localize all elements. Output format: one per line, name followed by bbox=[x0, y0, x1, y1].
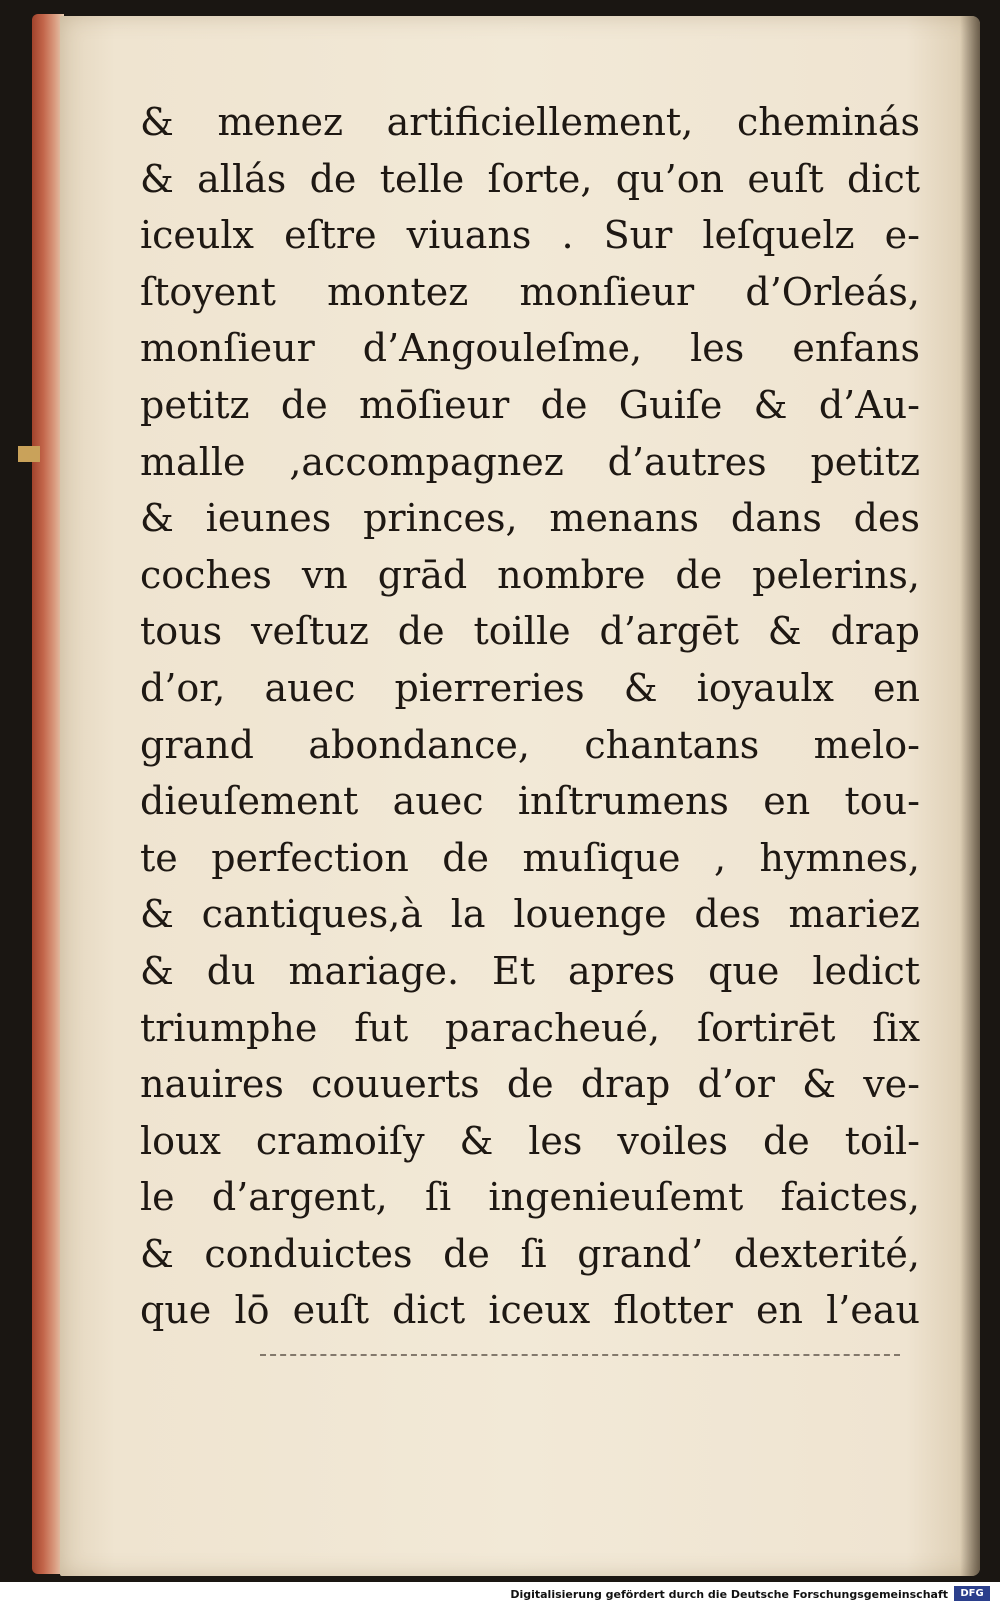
page-gutter-shadow bbox=[960, 16, 980, 1576]
text-line: le d’argent, ſi ingenieuſemt faictes, bbox=[140, 1175, 920, 1220]
text-line: triumphe fut paracheué, ſortirēt ſix bbox=[140, 1005, 920, 1050]
text-line: que lō euſt dict iceux flotter en l’eau bbox=[140, 1288, 920, 1333]
text-line: d’or, auec pierreries & ioyaulx en bbox=[140, 665, 920, 710]
text-line: grand abondance, chantans melo- bbox=[140, 722, 920, 767]
text-line: tous veſtuz de toille d’argēt & drap bbox=[140, 609, 920, 654]
funding-note: Digitalisierung gefördert durch die Deutsche Forschungsgemeinschaft bbox=[510, 1588, 948, 1601]
text-line: & cantiques,à la louenge des mariez bbox=[140, 892, 920, 937]
text-line: & du mariage. Et apres que ledict bbox=[140, 948, 920, 993]
underline-rule bbox=[260, 1354, 900, 1356]
text-line: ſtoyent montez monſieur d’Orleás, bbox=[140, 269, 920, 314]
text-line: loux cramoiſy & les voiles de toil- bbox=[140, 1118, 920, 1163]
text-line: nauires couuerts de drap d’or & ve- bbox=[140, 1062, 920, 1107]
text-line: dieuſement auec inſtrumens en tou- bbox=[140, 779, 920, 824]
dfg-logo: DFG bbox=[954, 1586, 990, 1601]
text-line: iceulx eſtre viuans . Sur leſquelz e- bbox=[140, 213, 920, 258]
text-line: & menez artificiellement, cheminás bbox=[140, 100, 920, 144]
page-text-block bbox=[140, 94, 920, 1339]
text-line: & ieunes princes, menans dans des bbox=[140, 496, 920, 541]
text-line: coches vn grād nombre de pelerins, bbox=[140, 552, 920, 597]
text-line: monſieur d’Angouleſme, les enfans bbox=[140, 326, 920, 371]
text-line: te perfection de muſique , hymnes, bbox=[140, 835, 920, 880]
text-line: petitz de mōſieur de Guiſe & d’Au- bbox=[140, 382, 920, 427]
bookmark-tab bbox=[18, 446, 40, 462]
text-line: & conduictes de ſi grand’ dexterité, bbox=[140, 1231, 920, 1276]
text-line: malle ,accompagnez d’autres petitz bbox=[140, 439, 920, 484]
text-line: & allás de telle ſorte, qu’on euſt dict bbox=[140, 156, 920, 201]
